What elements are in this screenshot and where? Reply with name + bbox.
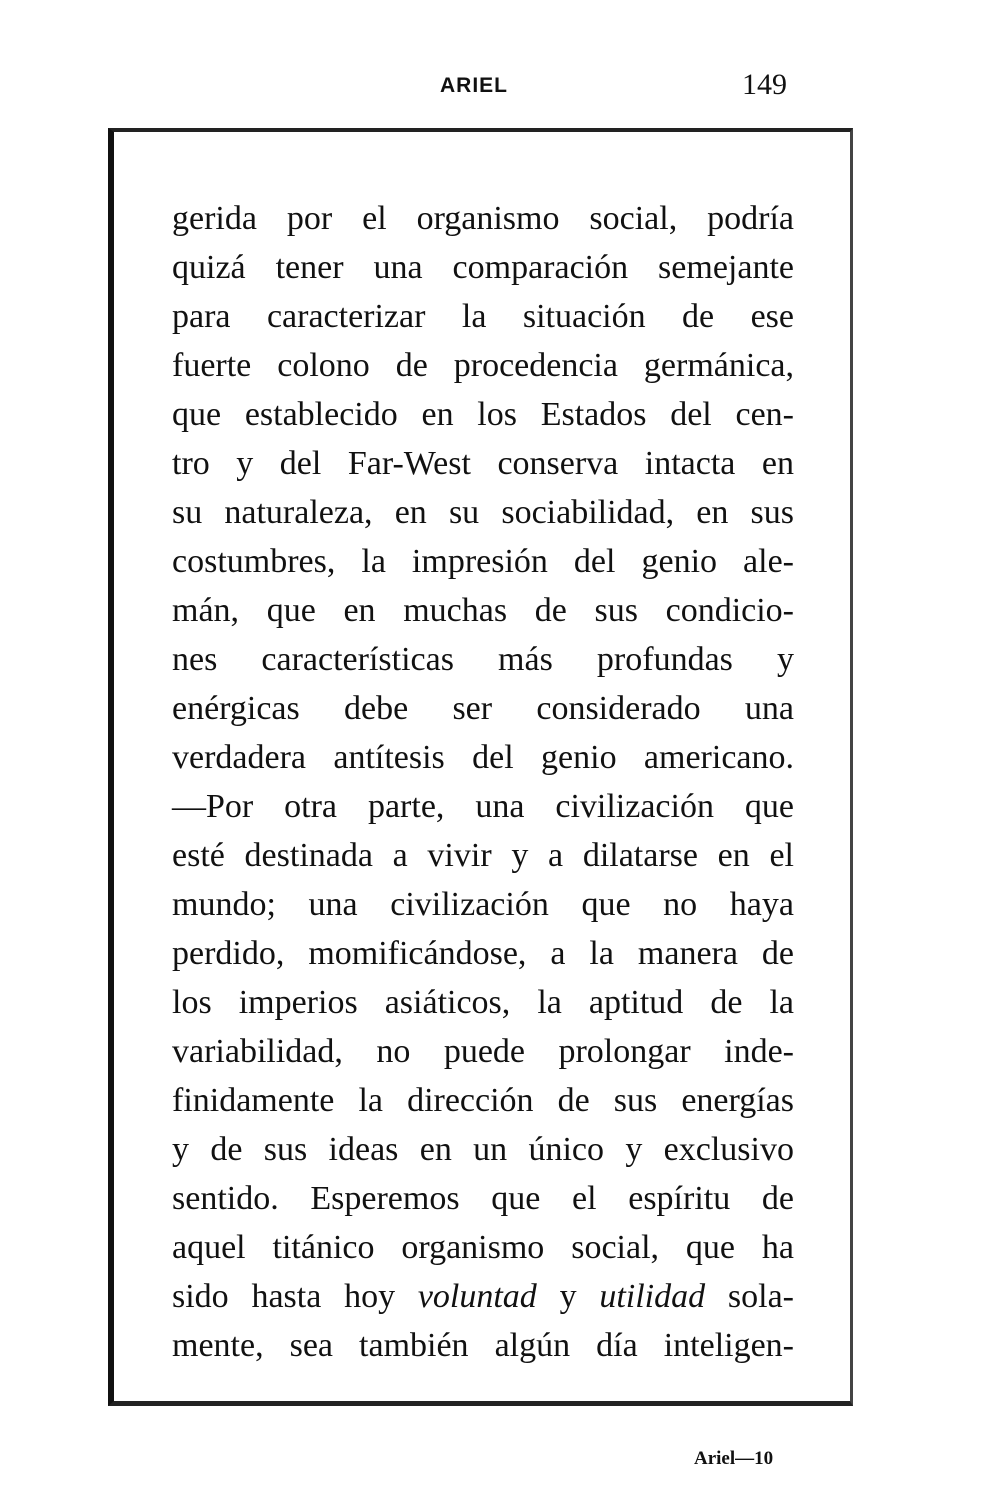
text-line: nes características más profundas y — [172, 641, 794, 678]
text-line: gerida por el organismo social, podría — [172, 200, 794, 237]
body-text — [172, 194, 794, 1370]
running-title: ARIEL — [440, 74, 508, 97]
text-line: sido hasta hoy voluntad y utilidad sola- — [172, 1278, 794, 1315]
text-line: los imperios asiáticos, la aptitud de la — [172, 984, 794, 1021]
text-line: fuerte colono de procedencia germánica, — [172, 347, 794, 384]
text-line: y de sus ideas en un único y exclusivo — [172, 1131, 794, 1168]
text-line: finidamente la dirección de sus energías — [172, 1082, 794, 1119]
text-line: para caracterizar la situación de ese — [172, 298, 794, 335]
text-line: costumbres, la impresión del genio ale- — [172, 543, 794, 580]
text-line: que establecido en los Estados del cen- — [172, 396, 794, 433]
text-line: variabilidad, no puede prolongar inde- — [172, 1033, 794, 1070]
text-line: tro y del Far-West conserva intacta en — [172, 445, 794, 482]
text-line: su naturaleza, en su sociabilidad, en sus — [172, 494, 794, 531]
text-line: mente, sea también algún día inteligen- — [172, 1327, 794, 1364]
text-line: enérgicas debe ser considerado una — [172, 690, 794, 727]
page-header — [0, 68, 1000, 108]
text-line: esté destinada a vivir y a dilatarse en el — [172, 837, 794, 874]
printer-signature-mark: Ariel—10 — [694, 1448, 774, 1469]
text-line: quizá tener una comparación semejante — [172, 249, 794, 286]
text-line: verdadera antítesis del genio americano. — [172, 739, 794, 776]
page-number: 149 — [742, 68, 787, 101]
text-line: perdido, momificándose, a la manera de — [172, 935, 794, 972]
text-line: mán, que en muchas de sus condicio- — [172, 592, 794, 629]
italic-word: voluntad — [417, 1278, 537, 1315]
text-line: mundo; una civilización que no haya — [172, 886, 794, 923]
italic-word: utilidad — [599, 1278, 706, 1315]
text-line: aquel titánico organismo social, que ha — [172, 1229, 794, 1266]
text-line: —Por otra parte, una civilización que — [172, 788, 794, 825]
text-line: sentido. Esperemos que el espíritu de — [172, 1180, 794, 1217]
